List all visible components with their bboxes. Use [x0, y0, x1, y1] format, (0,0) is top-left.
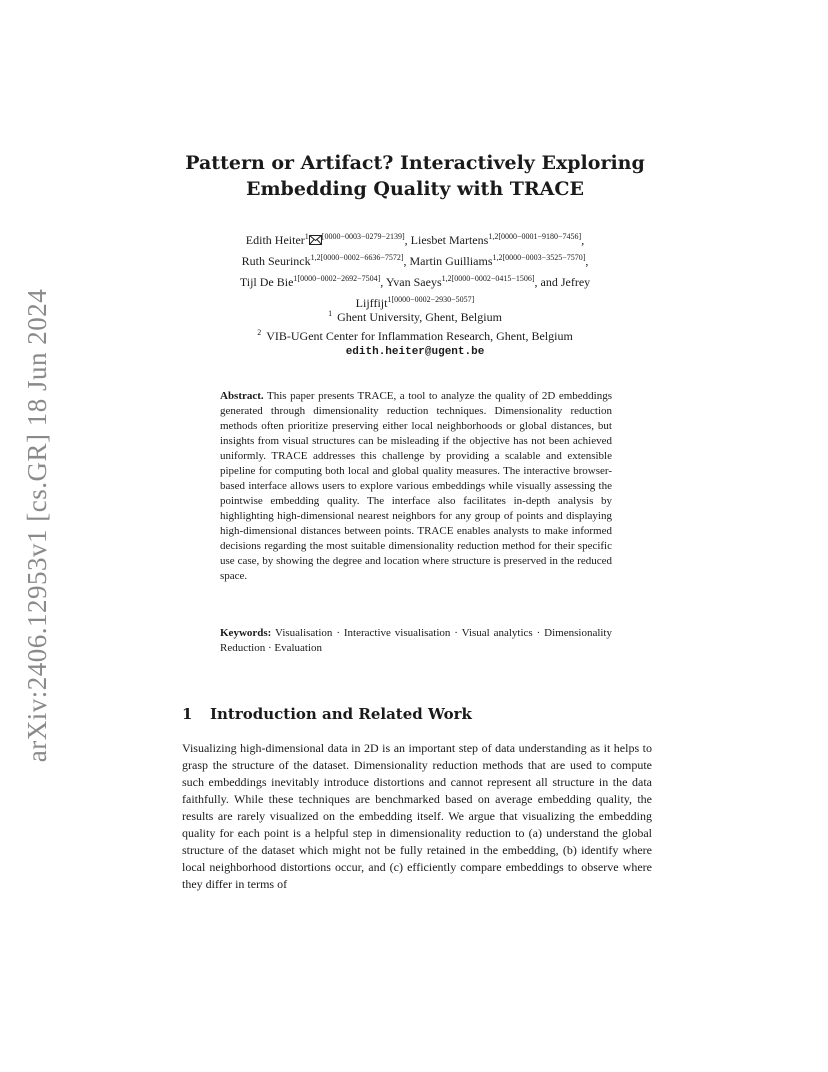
author-name: Tijl De Bie	[239, 275, 294, 289]
author-name: Yvan Saeys	[385, 275, 442, 289]
affiliation-text: VIB-UGent Center for Inflammation Research, Ghent, Belgium	[266, 329, 573, 343]
title-line-1: Pattern or Artifact? Interactively Exploring	[185, 152, 645, 174]
paper-title	[150, 150, 680, 202]
keywords-text: Visualisation · Interactive visualisation · Visual analytics · Dimensionality Reduction · Evaluation	[220, 627, 612, 654]
affiliation-1	[200, 306, 630, 325]
author-affiliation-mark: 1,2	[488, 232, 499, 241]
author-affiliation-mark: 1	[304, 232, 309, 241]
author-name: Ruth Seurinck	[241, 254, 311, 268]
author-affiliation-mark: 1,2	[492, 253, 503, 262]
intro-paragraph: Visualizing high-dimensional data in 2D is an important step of data understanding as it helps to grasp the structure of the dataset. Dimensionality reduction methods that are used to compute such embeddings inevitably introduce distortions and cannot represent all structure in the data faithfully. While these techniques are benchmarked based on average embedding quality, the results are rarely visualized on the embedding itself. We argue that visualizing the embedding quality for each point is a helpful step in dimensionality reduction to (a) understand the global structure of the dataset which might not be fully retained in the embedding, (b) identify where local neighborhood distortions occur, and (c) efficiently compare embeddings to observe where they differ in terms of	[182, 741, 652, 891]
author-name: Liesbet Martens	[410, 233, 489, 247]
author-line-2	[180, 249, 650, 270]
author-name: Edith Heiter	[245, 233, 305, 247]
abstract	[220, 389, 612, 584]
abstract-text: This paper presents TRACE, a tool to analyze the quality of 2D embeddings generated through dimensionality reduction techniques. Dimensionality reduction methods often prioritize preserving either local neighborhoods or global distances, but insights from visual structures can be misleading if the objective has not been achieved uniformly. TRACE addresses this challenge by providing a scalable and extensible pipeline for computing both local and global quality measures. The interactive browser-based interface allows users to explore various embeddings while visually assessing the pointwise embedding quality. The interface also facilitates in-depth analysis by highlighting high-dimensional nearest neighbors for any group of points and displaying high-dimensional distances between points. TRACE enables analysts to make informed decisions regarding the most suitable dimensionality reduction method for their specific use case, by showing the degree and location where structure is preserved in the reduced space.	[220, 390, 612, 582]
author-separator: , and Jefrey	[534, 275, 591, 289]
keywords	[220, 626, 612, 656]
author-orcid: [0000−0002−2692−7504]	[297, 274, 381, 283]
author-list	[180, 228, 650, 312]
author-name: Martin Guilliams	[409, 254, 493, 268]
author-orcid: [0000−0002−0415−1506]	[451, 274, 535, 283]
author-separator: ,	[403, 254, 410, 268]
contact-email[interactable]: edith.heiter@ugent.be	[345, 346, 485, 358]
author-affiliation-mark: 1	[387, 295, 392, 304]
section-title: Introduction and Related Work	[210, 705, 472, 723]
author-separator: ,	[581, 233, 585, 247]
author-affiliation-mark: 1,2	[310, 253, 321, 262]
author-line-3	[180, 270, 650, 291]
keywords-label: Keywords:	[220, 627, 272, 639]
arxiv-identifier-stamp: arXiv:2406.12953v1 [cs.GR] 18 Jun 2024	[22, 288, 53, 762]
section-heading	[182, 705, 472, 723]
author-orcid: [0000−0001−9180−7456]	[498, 232, 582, 241]
author-affiliation-mark: 1	[293, 274, 298, 283]
envelope-icon	[309, 235, 322, 245]
author-separator: ,	[585, 254, 589, 268]
abstract-label: Abstract.	[220, 390, 264, 402]
affiliation-list	[200, 306, 630, 360]
affiliation-text: Ghent University, Ghent, Belgium	[337, 310, 502, 324]
author-name: Lijffijt	[355, 296, 388, 310]
author-orcid: [0000−0003−0279−2139]	[321, 232, 405, 241]
affiliation-mark: 1	[328, 309, 333, 318]
section-number: 1	[182, 705, 193, 723]
author-orcid: [0000−0003−3525−7570]	[502, 253, 586, 262]
affiliation-mark: 2	[257, 328, 262, 337]
affiliation-2	[200, 325, 630, 344]
author-orcid: [0000−0002−2930−5057]	[391, 295, 475, 304]
author-separator: ,	[404, 233, 411, 247]
author-affiliation-mark: 1,2	[441, 274, 452, 283]
author-line-1	[180, 228, 650, 249]
author-orcid: [0000−0002−6636−7572]	[320, 253, 404, 262]
author-separator: ,	[380, 275, 386, 289]
title-line-2: Embedding Quality with TRACE	[245, 178, 585, 200]
